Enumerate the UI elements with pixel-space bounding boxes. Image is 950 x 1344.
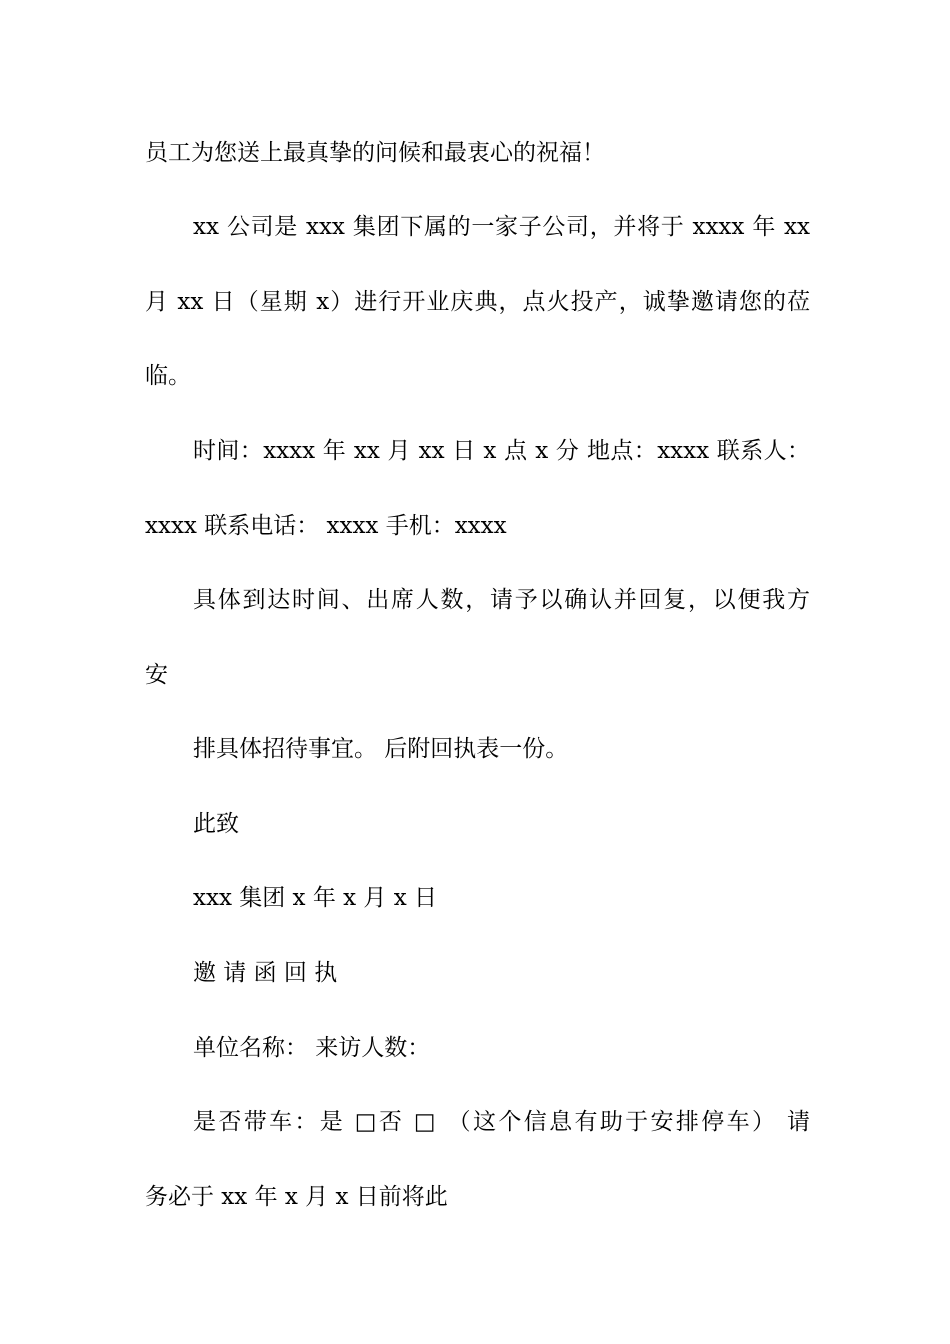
confirmation-request-line-2: 安 [145, 662, 168, 688]
confirmation-request-line-1: 具体到达时间、出席人数，请予以确认并回复，以便我方 [193, 587, 810, 613]
paragraph-greeting-end: 员工为您送上最真挚的问候和最衷心的祝福！ [145, 140, 605, 166]
reply-slip-deadline: 务必于 xx 年 x 月 x 日前将此 [145, 1184, 448, 1210]
sender-and-date: xxx 集团 x 年 x 月 x 日 [193, 885, 438, 911]
reply-slip-car-question: 是否带车：是 □否 □ （这个信息有助于安排停车） 请 [193, 1109, 810, 1135]
paragraph-intro-line-3: 临。 [145, 363, 191, 389]
confirmation-request-line-3: 排具体招待事宜。 后附回执表一份。 [193, 736, 569, 762]
event-details-line-1: 时间：xxxx 年 xx 月 xx 日 x 点 x 分 地点：xxxx 联系人： [193, 438, 810, 464]
closing-salutation: 此致 [193, 811, 239, 837]
reply-slip-title: 邀 请 函 回 执 [193, 960, 338, 986]
reply-slip-unit-and-visitors: 单位名称： 来访人数： [193, 1035, 431, 1061]
event-details-line-2: xxxx 联系电话： xxxx 手机：xxxx [145, 513, 507, 539]
paragraph-intro-line-2: 月 xx 日（星期 x）进行开业庆典，点火投产，诚挚邀请您的莅 [145, 289, 810, 315]
paragraph-intro-line-1: xx 公司是 xxx 集团下属的一家子公司，并将于 xxxx 年 xx [193, 214, 810, 240]
